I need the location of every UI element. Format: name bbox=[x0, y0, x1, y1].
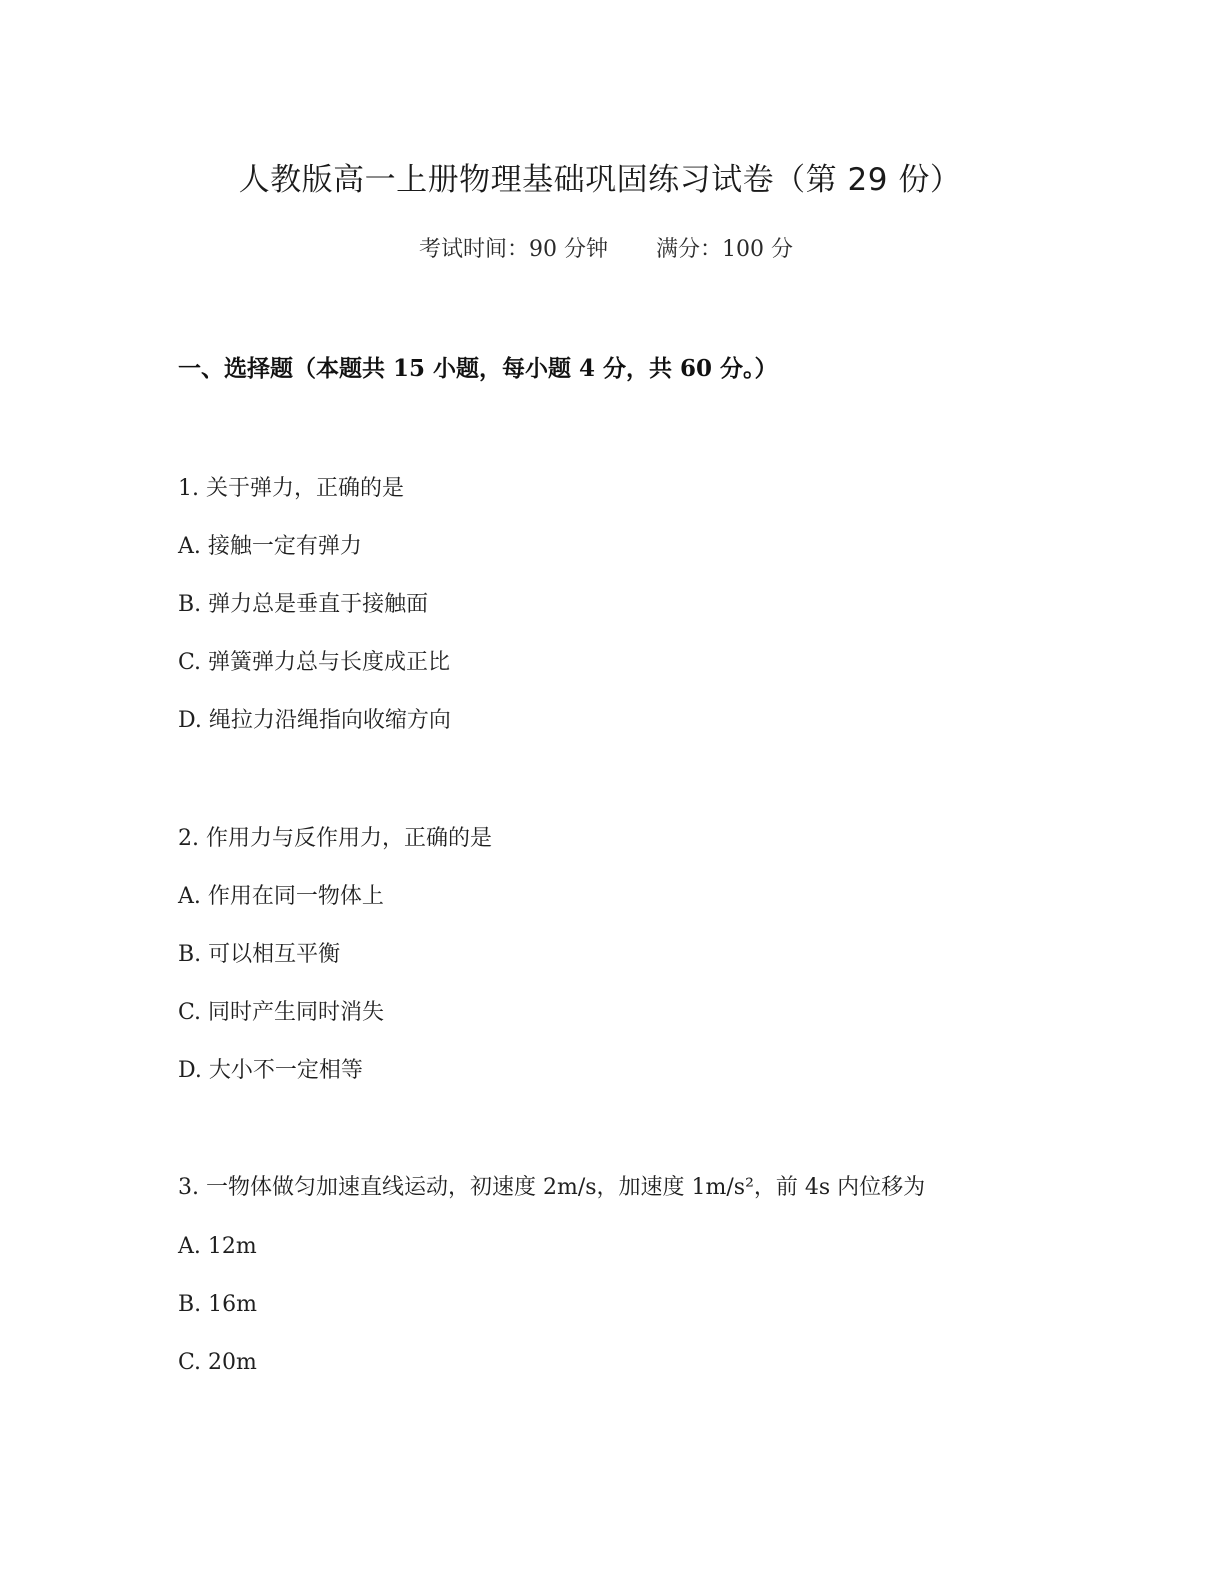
question-3-option-a: A. 12m bbox=[178, 1234, 257, 1259]
exam-info bbox=[0, 232, 1212, 268]
question-1-option-c: C. 弹簧弹力总与长度成正比 bbox=[178, 650, 451, 675]
question-stem-1: 1. 关于弹力，正确的是 bbox=[178, 476, 404, 501]
question-2-option-a: A. 作用在同一物体上 bbox=[178, 884, 384, 909]
question-2-option-c: C. 同时产生同时消失 bbox=[178, 1000, 385, 1025]
question-1-option-d: D. 绳拉力沿绳指向收缩方向 bbox=[178, 708, 451, 733]
exam-time: 考试时间：90 分钟 bbox=[419, 237, 608, 262]
question-stem-2: 2. 作用力与反作用力，正确的是 bbox=[178, 826, 492, 851]
question-3-option-c: C. 20m bbox=[178, 1350, 257, 1375]
question-1-option-b: B. 弹力总是垂直于接触面 bbox=[178, 592, 429, 617]
question-2-option-d: D. 大小不一定相等 bbox=[178, 1058, 363, 1083]
question-2-option-b: B. 可以相互平衡 bbox=[178, 942, 341, 967]
section-heading: 一、选择题（本题共 15 小题，每小题 4 分，共 60 分。） bbox=[178, 355, 778, 382]
full-score: 满分：100 分 bbox=[656, 237, 793, 262]
question-3-option-b: B. 16m bbox=[178, 1292, 258, 1317]
question-stem-3: 3. 一物体做匀加速直线运动，初速度 2m/s，加速度 1m/s²，前 4s 内位移为 bbox=[178, 1175, 926, 1200]
page-title: 人教版高一上册物理基础巩固练习试卷（第 29 份） bbox=[238, 162, 962, 198]
question-1-option-a: A. 接触一定有弹力 bbox=[178, 534, 362, 559]
